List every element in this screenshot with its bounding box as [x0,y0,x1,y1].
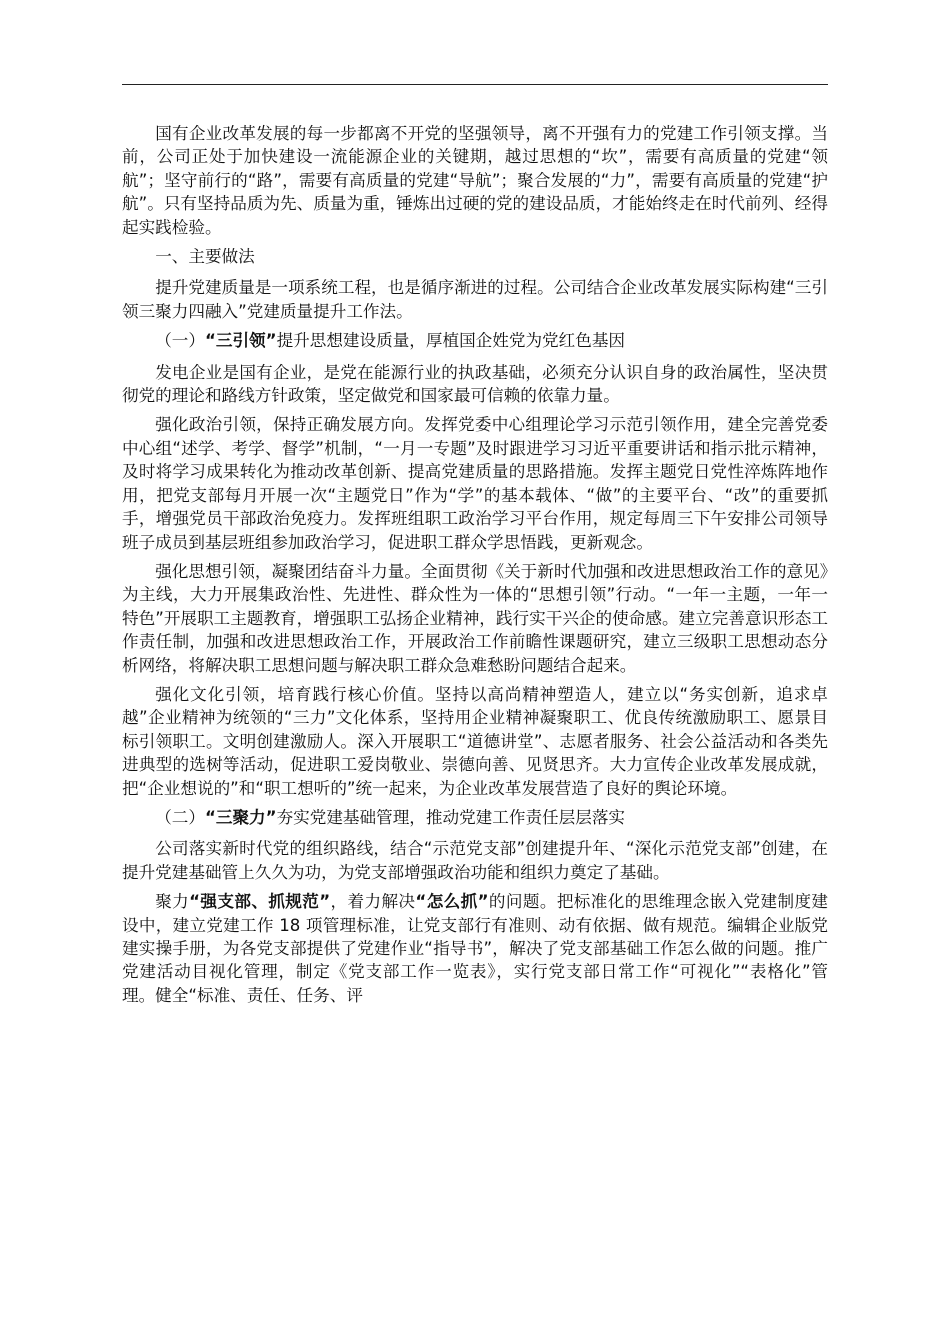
document-body [122,122,828,1013]
section-heading-main-practices: 一、主要做法 [155,247,255,267]
overview-paragraph: 提升党建质量是一项系统工程，也是循序渐进的过程。公司结合企业改革发展实际构建“三引领三聚力四融入”党建质量提升工作法。 [122,278,828,321]
last-para-text-3: 的问题。把标准化的思维理念嵌入党建制度建设中，建立党建工作 18 项管理标准，让党支部行有准则、动有依据、做有规范。编辑企业版党建实操手册，为各党支部提供了党建作业“指导书”，解决了党支部基础工作怎么做的问题。推广党建活动目视化管理，制定《党支部工作一览表》，实行党支部日常工作“可视化”“表格化”管理。健全“标准、责任、任务、评 [122,892,829,1005]
subheading-three-focus [122,806,828,829]
organization-line-paragraph: 公司落实新时代党的组织路线，结合“示范党支部”创建提升年、“深化示范党支部”创建，在提升党建基础管上久久为功，为党支部增强政治功能和组织力奠定了基础。 [122,839,828,882]
last-para-text-1: 聚力 [155,892,190,912]
subheading-1-bold: “三引领” [204,331,277,351]
last-para-bold-2: “怎么抓” [415,892,489,912]
last-para-text-2: ，着力解决 [330,892,416,912]
power-generation-paragraph: 发电企业是国有企业，是党在能源行业的执政基础，必须充分认识自身的政治属性，坚决贯彻党的理论和路线方针政策，坚定做党和国家最可信赖的依靠力量。 [122,362,828,406]
subheading-2-bold: “三聚力” [204,807,277,827]
subheading-1-prefix: （一） [155,331,205,351]
subheading-2-text: 夯实党建基础管理，推动党建工作责任层层落实 [276,807,626,827]
intro-paragraph: 国有企业改革发展的每一步都离不开党的坚强领导，离不开强有力的党建工作引领支撑。当前，公司正处于加快建设一流能源企业的关键期，越过思想的“坎”，需要有高质量的党建“领航”；坚守前行的“路”，需要有高质量的党建“导航”；聚合发展的“力”，需要有高质量的党建“护航”。只有坚持品质为先、质量为重，锤炼出过硬的党的建设品质，才能始终走在时代前列、经得起实践检验。 [122,124,828,237]
branch-standard-paragraph [122,890,828,1007]
header-rule [122,84,828,85]
subheading-three-guidance [122,329,828,352]
subheading-1-text: 提升思想建设质量，厚植国企姓党为党红色基因 [276,331,626,351]
political-guidance-paragraph: 强化政治引领，保持正确发展方向。发挥党委中心组理论学习示范引领作用，建全完善党委中心组“述学、考学、督学”机制，“一月一专题”及时跟进学习习近平重要讲话和指示批示精神，及时将学习成果转化为推动改革创新、提高党建质量的思路措施。发挥主题党日党性淬炼阵地作用，把党支部每月开展一次“主题党日”作为“学”的基本载体、“做”的主要平台、“改”的重要抓手，增强党员干部政治免疫力。发挥班组职工政治学习平台作用，规定每周三下午安排公司领导班子成员到基层班组参加政治学习，促进职工群众学思悟践，更新观念。 [122,415,828,552]
last-para-bold-1: “强支部、抓规范” [189,892,331,912]
cultural-guidance-paragraph: 强化文化引领，培育践行核心价值。坚持以高尚精神塑造人，建立以“务实创新，追求卓越”企业精神为统领的“三力”文化体系，坚持用企业精神凝聚职工、优良传统激励职工、愿景目标引领职工。文明创建激励人。深入开展职工“道德讲堂”、志愿者服务、社会公益活动和各类先进典型的选树等活动，促进职工爱岗敬业、崇德向善、见贤思齐。大力宣传企业改革发展成就，把“企业想说的”和“职工想听的”统一起来，为企业改革发展营造了良好的舆论环境。 [122,684,828,798]
subheading-2-prefix: （二） [155,807,205,827]
ideological-guidance-paragraph: 强化思想引领，凝聚团结奋斗力量。全面贯彻《关于新时代加强和改进思想政治工作的意见》为主线，大力开展集政治性、先进性、群众性为一体的“思想引领”行动。“一年一主题，一年一特色”开展职工主题教育，增强职工弘扬企业精神，践行实干兴企的使命感。建立完善意识形态工作责任制，加强和改进思想政治工作，开展政治工作前瞻性课题研究，建立三级职工思想动态分析网络，将解决职工思想问题与解决职工群众急难愁盼问题结合起来。 [122,561,828,675]
